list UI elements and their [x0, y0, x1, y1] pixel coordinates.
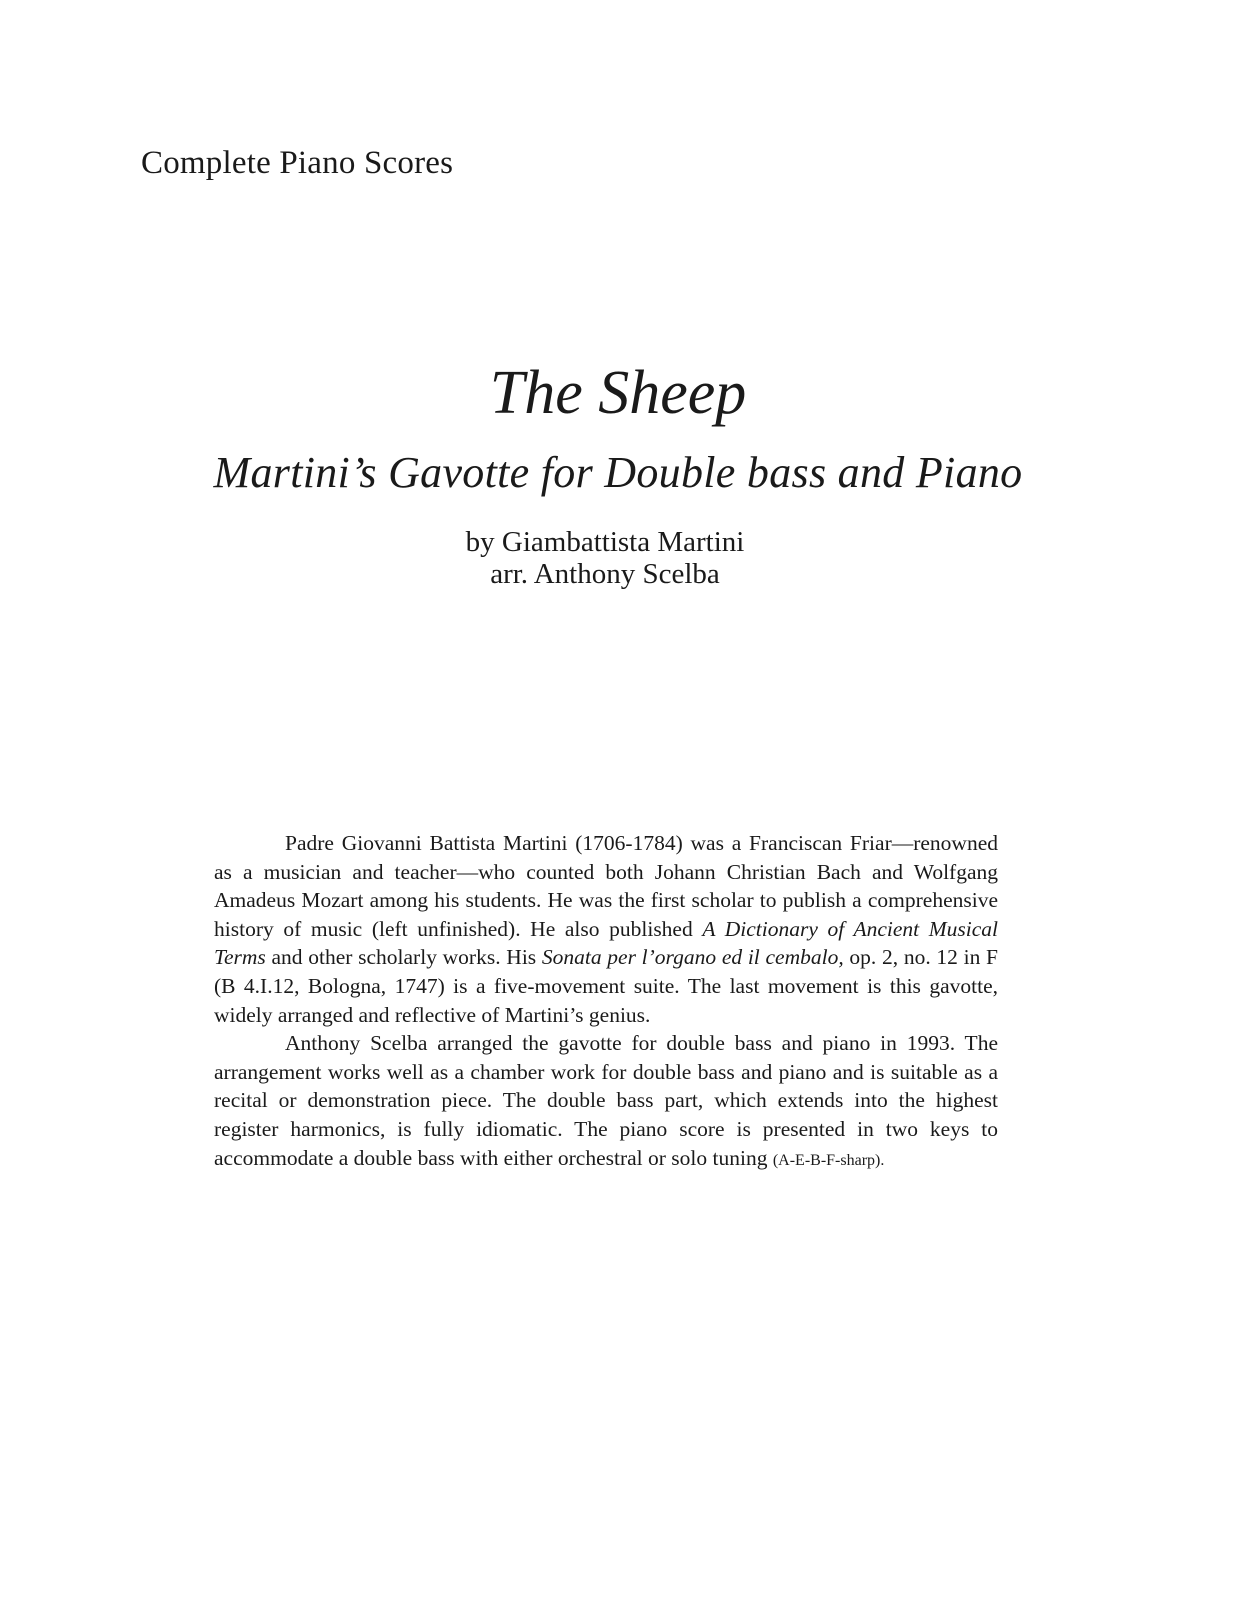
composer-credit: by Giambattista Martini	[465, 526, 745, 558]
description-text	[214, 829, 998, 1175]
tuning-note: (A-E-B-F-sharp).	[772, 1151, 885, 1169]
paragraph-text: Padre Giovanni Battista Martini (1706-1784) was a Franciscan Friar—renowned as a musician and teacher—who counted both Johann Christian Bach and Wolfgang Amadeus Mozart among his students. He was the first scholar to publish a comprehensive history of music (left unfinished). He also published	[214, 831, 998, 941]
byline	[0, 526, 1210, 590]
sonata-title: Sonata per l’organo ed il cembalo,	[541, 945, 844, 970]
paragraph-text: and other scholarly works. His	[265, 945, 542, 970]
paragraph-arrangement	[214, 1029, 998, 1175]
paragraph-text: op. 2, no. 12 in F (B 4.I.12, Bologna, 1747) is a five-movement suite. The last movement is this gavotte, widely arranged and reflective of Martini’s genius.	[214, 945, 998, 1027]
paragraph-text: Anthony Scelba arranged the gavotte for double bass and piano in 1993. The arrangement works well as a chamber work for double bass and piano and is suitable as a recital or demonstration piece. The double bass part, which extends into the highest register harmonics, is fully idiomatic. The piano score is presented in two keys to accommodate a double bass with either orchestral or solo tuning	[214, 1031, 998, 1170]
section-header: Complete Piano Scores	[141, 145, 454, 181]
arranger-credit: arr. Anthony Scelba	[490, 558, 720, 590]
dictionary-title: A Dictionary of Ancient Musical Terms	[214, 916, 998, 970]
page-subtitle: Martini’s Gavotte for Double bass and Piano	[213, 448, 1023, 497]
page-title: The Sheep	[489, 359, 747, 427]
paragraph-history	[214, 829, 998, 1029]
